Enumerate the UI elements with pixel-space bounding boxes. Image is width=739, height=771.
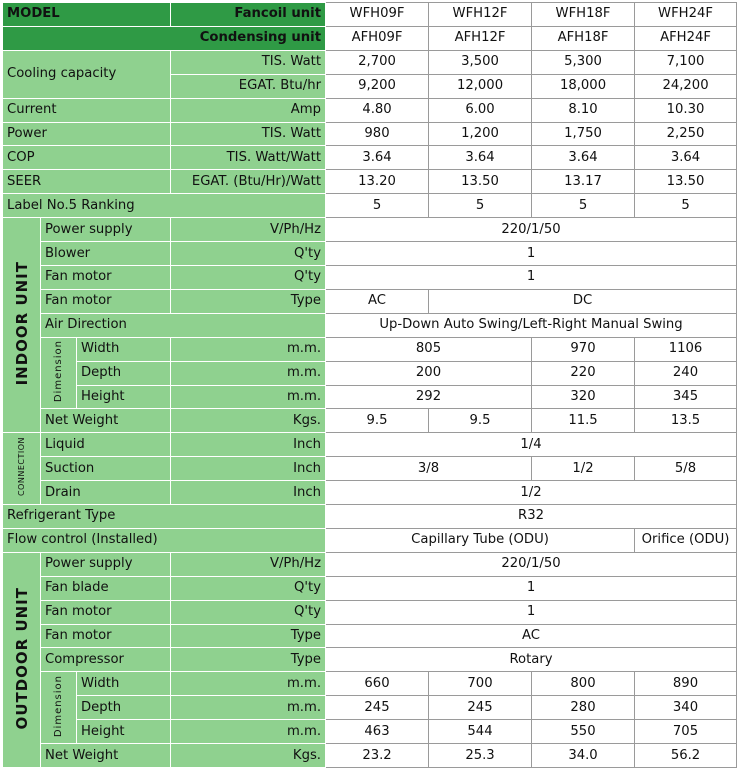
- refrigerant-type-value: R32: [326, 505, 737, 529]
- cooling-egat-1: 9,200: [326, 74, 429, 98]
- condensing-unit-label: Condensing unit: [3, 26, 326, 50]
- outdoor-net-weight-4: 56.2: [635, 744, 737, 768]
- condensing-model-2: AFH12F: [429, 26, 532, 50]
- cop-label: COP: [3, 146, 171, 170]
- outdoor-net-weight-3: 34.0: [532, 744, 635, 768]
- cooling-egat-2: 12,000: [429, 74, 532, 98]
- indoor-fan-motor-type-label: Fan motor: [41, 289, 171, 313]
- cooling-capacity-label: Cooling capacity: [3, 50, 171, 98]
- indoor-net-weight-3: 11.5: [532, 409, 635, 433]
- outdoor-fan-motor-label: Fan motor: [41, 600, 171, 624]
- indoor-air-direction-label: Air Direction: [41, 313, 326, 337]
- indoor-unit-band: [3, 218, 41, 433]
- indoor-width-12: 805: [326, 337, 532, 361]
- tis-watt-unit: TIS. Watt: [171, 50, 326, 74]
- indoor-air-direction-row: [3, 313, 737, 337]
- flow-control-orifice: Orifice (ODU): [635, 528, 737, 552]
- outdoor-fan-motor-type-value: AC: [326, 624, 737, 648]
- condensing-model-3: AFH18F: [532, 26, 635, 50]
- cooling-tis-2: 3,500: [429, 50, 532, 74]
- outdoor-type-unit: Type: [171, 624, 326, 648]
- cooling-tis-1: 2,700: [326, 50, 429, 74]
- indoor-kgs-unit: Kgs.: [171, 409, 326, 433]
- cop-2: 3.64: [429, 146, 532, 170]
- indoor-power-supply-row: [3, 218, 737, 242]
- connection-suction-row: [3, 457, 737, 481]
- egat-btu-unit: EGAT. Btu/hr: [171, 74, 326, 98]
- indoor-net-weight-1: 9.5: [326, 409, 429, 433]
- indoor-width-row: [3, 337, 737, 361]
- cooling-tis-4: 7,100: [635, 50, 737, 74]
- outdoor-net-weight-label: Net Weight: [41, 744, 171, 768]
- fancoil-model-3: WFH18F: [532, 3, 635, 27]
- indoor-blower-value: 1: [326, 242, 737, 266]
- indoor-fan-motor-type-dc: DC: [429, 289, 737, 313]
- indoor-depth-18: 220: [532, 361, 635, 385]
- seer-2: 13.50: [429, 170, 532, 194]
- outdoor-height-label: Height: [77, 720, 171, 744]
- indoor-net-weight-label: Net Weight: [41, 409, 171, 433]
- outdoor-net-weight-1: 23.2: [326, 744, 429, 768]
- outdoor-unit-label: OUTDOOR UNIT: [12, 586, 31, 730]
- condensing-model-1: AFH09F: [326, 26, 429, 50]
- outdoor-depth-2: 245: [429, 696, 532, 720]
- refrigerant-type-label: Refrigerant Type: [3, 505, 326, 529]
- outdoor-kgs-unit: Kgs.: [171, 744, 326, 768]
- connection-liquid-value: 1/4: [326, 433, 737, 457]
- indoor-fan-motor-label: Fan motor: [41, 265, 171, 289]
- power-label: Power: [3, 122, 171, 146]
- seer-3: 13.17: [532, 170, 635, 194]
- outdoor-depth-3: 280: [532, 696, 635, 720]
- outdoor-width-row: [3, 672, 737, 696]
- outdoor-compressor-unit: Type: [171, 648, 326, 672]
- seer-row: [3, 170, 737, 194]
- outdoor-depth-unit: m.m.: [171, 696, 326, 720]
- connection-suction-24: 5/8: [635, 457, 737, 481]
- cop-4: 3.64: [635, 146, 737, 170]
- specification-table: [2, 2, 737, 768]
- outdoor-compressor-row: [3, 648, 737, 672]
- cooling-tis-3: 5,300: [532, 50, 635, 74]
- outdoor-width-label: Width: [77, 672, 171, 696]
- indoor-unit-label: INDOOR UNIT: [12, 261, 31, 386]
- outdoor-depth-1: 245: [326, 696, 429, 720]
- label-ranking-4: 5: [635, 194, 737, 218]
- current-label: Current: [3, 98, 171, 122]
- current-1: 4.80: [326, 98, 429, 122]
- outdoor-power-supply-unit: V/Ph/Hz: [171, 552, 326, 576]
- indoor-dimension-label: Dimension: [52, 339, 64, 403]
- indoor-depth-unit: m.m.: [171, 361, 326, 385]
- outdoor-fan-motor-qty-row: [3, 600, 737, 624]
- connection-suction-label: Suction: [41, 457, 171, 481]
- connection-suction-unit: Inch: [171, 457, 326, 481]
- outdoor-fan-blade-unit: Q'ty: [171, 576, 326, 600]
- outdoor-height-2: 544: [429, 720, 532, 744]
- indoor-fan-motor-qty-row: [3, 265, 737, 289]
- outdoor-net-weight-row: [3, 744, 737, 768]
- outdoor-compressor-value: Rotary: [326, 648, 737, 672]
- power-3: 1,750: [532, 122, 635, 146]
- indoor-height-unit: m.m.: [171, 385, 326, 409]
- connection-liquid-row: [3, 433, 737, 457]
- indoor-depth-12: 200: [326, 361, 532, 385]
- current-2: 6.00: [429, 98, 532, 122]
- cooling-egat-3: 18,000: [532, 74, 635, 98]
- connection-band: [3, 433, 41, 505]
- indoor-depth-row: [3, 361, 737, 385]
- indoor-net-weight-2: 9.5: [429, 409, 532, 433]
- indoor-height-18: 320: [532, 385, 635, 409]
- connection-suction-12: 3/8: [326, 457, 532, 481]
- amp-unit: Amp: [171, 98, 326, 122]
- cop-row: [3, 146, 737, 170]
- cop-3: 3.64: [532, 146, 635, 170]
- header-row-fancoil: [3, 3, 737, 27]
- indoor-blower-unit: Q'ty: [171, 242, 326, 266]
- fancoil-model-1: WFH09F: [326, 3, 429, 27]
- indoor-width-unit: m.m.: [171, 337, 326, 361]
- indoor-power-supply-unit: V/Ph/Hz: [171, 218, 326, 242]
- refrigerant-row: [3, 505, 737, 529]
- outdoor-fan-motor-type-label: Fan motor: [41, 624, 171, 648]
- outdoor-width-1: 660: [326, 672, 429, 696]
- power-2: 1,200: [429, 122, 532, 146]
- outdoor-compressor-label: Compressor: [41, 648, 171, 672]
- connection-drain-label: Drain: [41, 481, 171, 505]
- outdoor-fan-blade-label: Fan blade: [41, 576, 171, 600]
- power-4: 2,250: [635, 122, 737, 146]
- seer-label: SEER: [3, 170, 171, 194]
- outdoor-height-row: [3, 720, 737, 744]
- indoor-dimension-band: [41, 337, 77, 409]
- outdoor-power-supply-value: 220/1/50: [326, 552, 737, 576]
- current-4: 10.30: [635, 98, 737, 122]
- indoor-type-unit: Type: [171, 289, 326, 313]
- outdoor-height-3: 550: [532, 720, 635, 744]
- indoor-depth-label: Depth: [77, 361, 171, 385]
- outdoor-dimension-label: Dimension: [52, 674, 64, 737]
- flow-control-capillary: Capillary Tube (ODU): [326, 528, 635, 552]
- outdoor-fan-motor-type-row: [3, 624, 737, 648]
- outdoor-width-unit: m.m.: [171, 672, 326, 696]
- connection-liquid-unit: Inch: [171, 433, 326, 457]
- indoor-fan-motor-qty-value: 1: [326, 265, 737, 289]
- flow-control-row: [3, 528, 737, 552]
- indoor-width-18: 970: [532, 337, 635, 361]
- indoor-height-24: 345: [635, 385, 737, 409]
- fancoil-unit-label: Fancoil unit: [171, 3, 326, 27]
- outdoor-width-4: 890: [635, 672, 737, 696]
- label-ranking-row: [3, 194, 737, 218]
- fancoil-model-4: WFH24F: [635, 3, 737, 27]
- indoor-power-supply-value: 220/1/50: [326, 218, 737, 242]
- power-row: [3, 122, 737, 146]
- indoor-fan-motor-qty-unit: Q'ty: [171, 265, 326, 289]
- indoor-fan-motor-type-row: [3, 289, 737, 313]
- indoor-height-12: 292: [326, 385, 532, 409]
- label-ranking-1: 5: [326, 194, 429, 218]
- connection-liquid-label: Liquid: [41, 433, 171, 457]
- connection-drain-value: 1/2: [326, 481, 737, 505]
- indoor-height-row: [3, 385, 737, 409]
- model-label: MODEL: [3, 3, 171, 27]
- outdoor-width-2: 700: [429, 672, 532, 696]
- indoor-blower-row: [3, 242, 737, 266]
- fancoil-model-2: WFH12F: [429, 3, 532, 27]
- indoor-air-direction-value: Up-Down Auto Swing/Left-Right Manual Swing: [326, 313, 737, 337]
- outdoor-depth-4: 340: [635, 696, 737, 720]
- outdoor-height-4: 705: [635, 720, 737, 744]
- seer-1: 13.20: [326, 170, 429, 194]
- indoor-net-weight-row: [3, 409, 737, 433]
- outdoor-dimension-band: [41, 672, 77, 744]
- outdoor-depth-label: Depth: [77, 696, 171, 720]
- cooling-tis-row: [3, 50, 737, 74]
- label-ranking-2: 5: [429, 194, 532, 218]
- current-3: 8.10: [532, 98, 635, 122]
- connection-label: CONNECTION: [16, 437, 26, 497]
- indoor-net-weight-4: 13.5: [635, 409, 737, 433]
- outdoor-fan-blade-value: 1: [326, 576, 737, 600]
- header-row-condensing: [3, 26, 737, 50]
- outdoor-fan-motor-qty-value: 1: [326, 600, 737, 624]
- seer-unit: EGAT. (Btu/Hr)/Watt: [171, 170, 326, 194]
- connection-drain-row: [3, 481, 737, 505]
- seer-4: 13.50: [635, 170, 737, 194]
- power-1: 980: [326, 122, 429, 146]
- indoor-width-label: Width: [77, 337, 171, 361]
- indoor-width-24: 1106: [635, 337, 737, 361]
- outdoor-net-weight-2: 25.3: [429, 744, 532, 768]
- indoor-blower-label: Blower: [41, 242, 171, 266]
- outdoor-width-3: 800: [532, 672, 635, 696]
- outdoor-fan-blade-row: [3, 576, 737, 600]
- indoor-height-label: Height: [77, 385, 171, 409]
- indoor-power-supply-label: Power supply: [41, 218, 171, 242]
- outdoor-power-supply-row: [3, 552, 737, 576]
- condensing-model-4: AFH24F: [635, 26, 737, 50]
- indoor-fan-motor-type-ac: AC: [326, 289, 429, 313]
- connection-drain-unit: Inch: [171, 481, 326, 505]
- indoor-depth-24: 240: [635, 361, 737, 385]
- outdoor-power-supply-label: Power supply: [41, 552, 171, 576]
- flow-control-label: Flow control (Installed): [3, 528, 326, 552]
- cop-unit: TIS. Watt/Watt: [171, 146, 326, 170]
- label-ranking-3: 5: [532, 194, 635, 218]
- power-unit: TIS. Watt: [171, 122, 326, 146]
- current-row: [3, 98, 737, 122]
- connection-suction-18: 1/2: [532, 457, 635, 481]
- outdoor-height-unit: m.m.: [171, 720, 326, 744]
- outdoor-height-1: 463: [326, 720, 429, 744]
- cop-1: 3.64: [326, 146, 429, 170]
- outdoor-depth-row: [3, 696, 737, 720]
- outdoor-fan-motor-qty-unit: Q'ty: [171, 600, 326, 624]
- cooling-egat-4: 24,200: [635, 74, 737, 98]
- label-ranking-label: Label No.5 Ranking: [3, 194, 326, 218]
- outdoor-unit-band: [3, 552, 41, 767]
